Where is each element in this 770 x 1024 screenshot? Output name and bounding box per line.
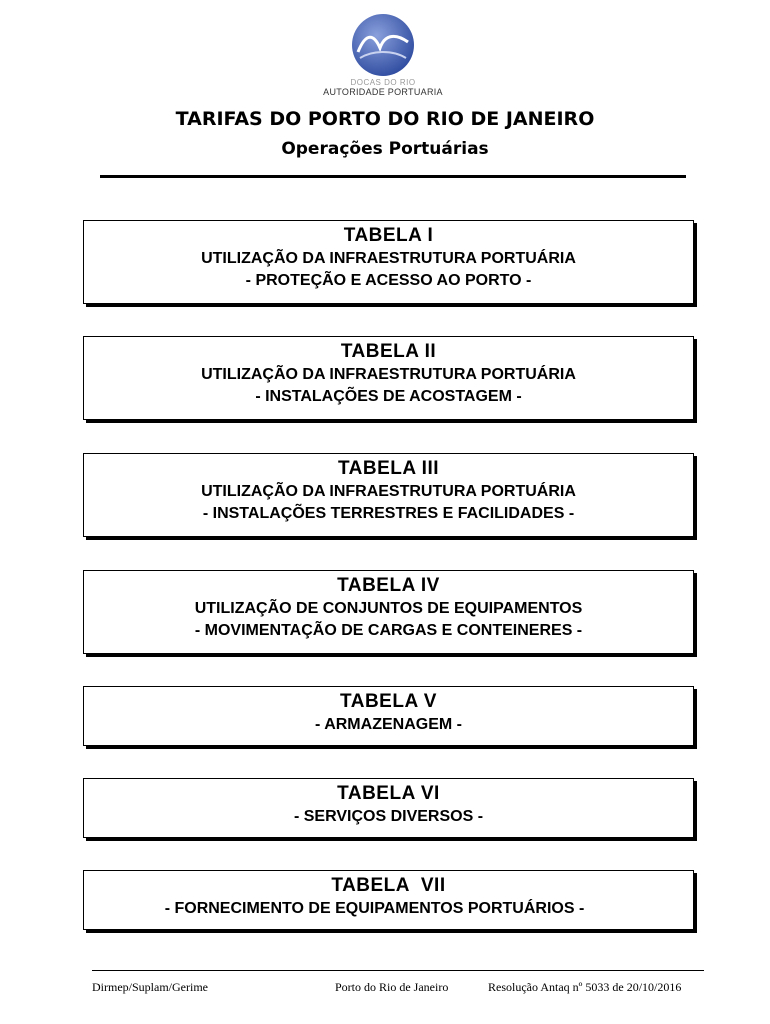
table-description: UTILIZAÇÃO DA INFRAESTRUTURA PORTUÁRIA: [201, 250, 576, 267]
table-heading: TABELA IV: [337, 575, 440, 596]
table-description: - MOVIMENTAÇÃO DE CARGAS E CONTEINERES -: [194, 622, 583, 639]
table-heading: TABELA II: [340, 341, 437, 362]
table-description: - INSTALAÇÕES DE ACOSTAGEM -: [255, 388, 522, 405]
table-card-5: [83, 686, 694, 746]
page-title: TARIFAS DO PORTO DO RIO DE JANEIRO: [175, 108, 595, 130]
table-description: - SERVIÇOS DIVERSOS -: [293, 808, 484, 825]
table-heading: TABELA VI: [337, 783, 440, 804]
footer-location: Porto do Rio de Janeiro: [335, 980, 449, 994]
globe-logo-icon: [348, 12, 418, 78]
table-card-6: [83, 778, 694, 838]
table-card-1: [83, 220, 694, 304]
table-heading: TABELA III: [337, 458, 440, 479]
table-heading: TABELA V: [340, 691, 437, 712]
table-description: - PROTEÇÃO E ACESSO AO PORTO -: [245, 272, 532, 289]
page-subtitle: Operações Portuárias: [281, 139, 489, 159]
table-card-3: [83, 453, 694, 537]
table-card-4: [83, 570, 694, 654]
footer-resolution: Resolução Antaq nº 5033 de 20/10/2016: [488, 980, 682, 994]
logo-subtitle: DOCAS DO RIO: [350, 78, 416, 87]
title-divider: [100, 175, 686, 178]
table-heading: TABELA VII: [331, 875, 446, 896]
table-description: UTILIZAÇÃO DE CONJUNTOS DE EQUIPAMENTOS: [194, 600, 583, 617]
table-description: UTILIZAÇÃO DA INFRAESTRUTURA PORTUÁRIA: [201, 483, 576, 500]
table-description: UTILIZAÇÃO DA INFRAESTRUTURA PORTUÁRIA: [201, 366, 576, 383]
table-card-2: [83, 336, 694, 420]
table-heading: TABELA I: [343, 225, 434, 246]
table-description: - ARMAZENAGEM -: [315, 716, 462, 733]
table-description: - FORNECIMENTO DE EQUIPAMENTOS PORTUÁRIOS -: [164, 900, 585, 917]
footer-divider: [92, 970, 704, 971]
table-card-7: [83, 870, 694, 930]
footer-department: Dirmep/Suplam/Gerime: [92, 980, 208, 994]
logo: [316, 12, 450, 100]
table-description: - INSTALAÇÕES TERRESTRES E FACILIDADES -: [202, 505, 575, 522]
logo-org-name: AUTORIDADE PORTUARIA: [323, 87, 443, 97]
